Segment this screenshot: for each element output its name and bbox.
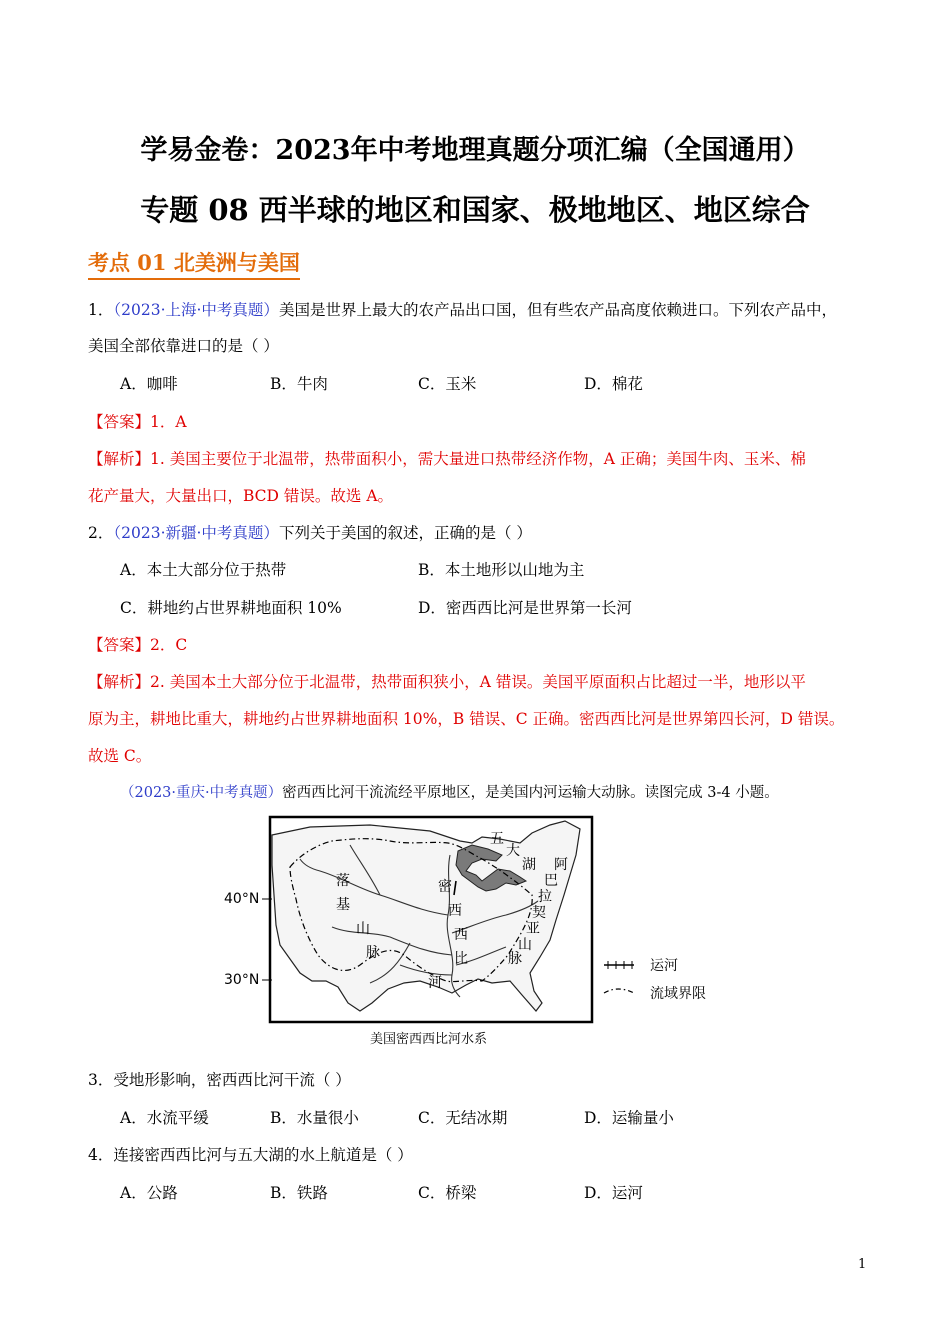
lakes-char-1: 五 <box>490 831 504 847</box>
q2-stem <box>88 521 532 543</box>
q1-source: （2023·上海·中考真题） <box>113 301 279 319</box>
rocky-char-3: 山 <box>356 921 370 937</box>
map-legend <box>604 958 706 1002</box>
q2-answer: 【答案】2．C <box>88 636 188 654</box>
q1-option-d: D．棉花 <box>584 375 643 393</box>
appa-char-4: 契 <box>532 905 546 921</box>
q34-source: （2023·重庆·中考真题） <box>120 785 283 801</box>
miss-char-4: 比 <box>454 951 468 967</box>
q1-option-b: B．牛肉 <box>270 375 328 393</box>
q2-stem-text: 下列关于美国的叙述，正确的是（ ） <box>278 524 532 542</box>
rocky-char-1: 落 <box>336 873 350 889</box>
q3-number: 3． <box>88 1071 114 1089</box>
q2-option-b: B．本土地形以山地为主 <box>418 561 585 579</box>
q3-option-b: B．水量很小 <box>270 1109 359 1127</box>
q1-analysis-line1: 【解析】1. 美国主要位于北温带，热带面积小，需大量进口热带经济作物，A 正确；美国牛肉、玉米、棉 <box>88 450 806 468</box>
q1-analysis-line2: 花产量大，大量出口，BCD 错误。故选 A。 <box>88 487 394 505</box>
rocky-char-2: 基 <box>336 897 350 913</box>
q1-option-a: A．咖啡 <box>120 375 178 393</box>
lat-40-label: 40°N <box>224 891 260 907</box>
q2-analysis-line2: 原为主，耕地比重大，耕地约占世界耕地面积 10%，B 错误、C 正确。密西西比河是世界第四长河，D 错误。 <box>88 710 845 728</box>
q34-intro <box>120 781 779 802</box>
q4-stem <box>88 1143 413 1165</box>
q2-source: （2023·新疆·中考真题） <box>113 524 279 542</box>
appa-char-6: 山 <box>518 937 532 953</box>
q1-number: 1． <box>88 301 114 319</box>
legend-canal-label: 运河 <box>650 958 678 974</box>
q2-number: 2． <box>88 524 114 542</box>
q1-stem-line2: 美国全部依靠进口的是（ ） <box>88 337 279 355</box>
miss-char-2: 西 <box>448 903 462 919</box>
q2-option-a: A．本土大部分位于热带 <box>120 561 287 579</box>
lat-30-label: 30°N <box>224 972 260 988</box>
lakes-char-2: 大 <box>506 843 520 859</box>
q34-intro-text: 密西西比河干流流经平原地区，是美国内河运输大动脉。读图完成 3-4 小题。 <box>282 785 779 801</box>
q1-answer: 【答案】1．A <box>88 413 187 431</box>
document-title: 学易金卷：2023年中考地理真题分项汇编（全国通用） <box>140 135 810 166</box>
q2-option-c: C．耕地约占世界耕地面积 10% <box>120 599 342 617</box>
appa-char-7: 脉 <box>508 951 522 967</box>
page-number: 1 <box>858 1257 867 1272</box>
mississippi-map-figure <box>220 815 740 1053</box>
q4-option-b: B．铁路 <box>270 1184 328 1202</box>
map-caption: 美国密西西比河水系 <box>370 1032 488 1047</box>
q2-option-d: D．密西西比河是世界第一长河 <box>418 599 632 617</box>
q4-option-a: A．公路 <box>120 1184 178 1202</box>
mississippi-map <box>220 815 740 1053</box>
miss-char-5: 河 <box>428 975 442 991</box>
legend-boundary-label: 流域界限 <box>650 986 706 1002</box>
q2-analysis-line1: 【解析】2. 美国本土大部分位于北温带，热带面积狭小，A 错误。美国平原面积占比超过一半，地形以平 <box>88 673 806 691</box>
q3-option-c: C．无结冰期 <box>418 1109 508 1127</box>
section-heading: 考点 01 北美洲与美国 <box>88 247 300 280</box>
q4-option-d: D．运河 <box>584 1184 643 1202</box>
lakes-char-3: 湖 <box>522 857 536 873</box>
q1-stem-text: 美国是世界上最大的农产品出口国，但有些农产品高度依赖进口。下列农产品中， <box>278 301 837 319</box>
q4-stem-text: 连接密西西比河与五大湖的水上航道是（ ） <box>113 1146 413 1164</box>
q4-option-c: C．桥梁 <box>418 1184 477 1202</box>
q1-option-c: C．玉米 <box>418 375 477 393</box>
appa-char-2: 巴 <box>544 873 558 889</box>
appa-char-5: 亚 <box>526 921 540 937</box>
rocky-char-4: 脉 <box>366 945 380 961</box>
q2-analysis-line3: 故选 C。 <box>88 747 152 765</box>
boundary-legend-line <box>604 989 634 993</box>
q3-option-d: D．运输量小 <box>584 1109 674 1127</box>
appa-char-1: 阿 <box>554 857 568 873</box>
q1-stem <box>88 298 837 320</box>
q3-option-a: A．水流平缓 <box>120 1109 209 1127</box>
q3-stem <box>88 1068 351 1090</box>
miss-char-3: 西 <box>454 927 468 943</box>
appa-char-3: 拉 <box>538 889 552 905</box>
topic-title: 专题 08 西半球的地区和国家、极地地区、地区综合 <box>140 193 810 227</box>
q4-number: 4． <box>88 1146 114 1164</box>
miss-char-1: 密 <box>438 879 452 895</box>
q3-stem-text: 受地形影响，密西西比河干流（ ） <box>113 1071 351 1089</box>
